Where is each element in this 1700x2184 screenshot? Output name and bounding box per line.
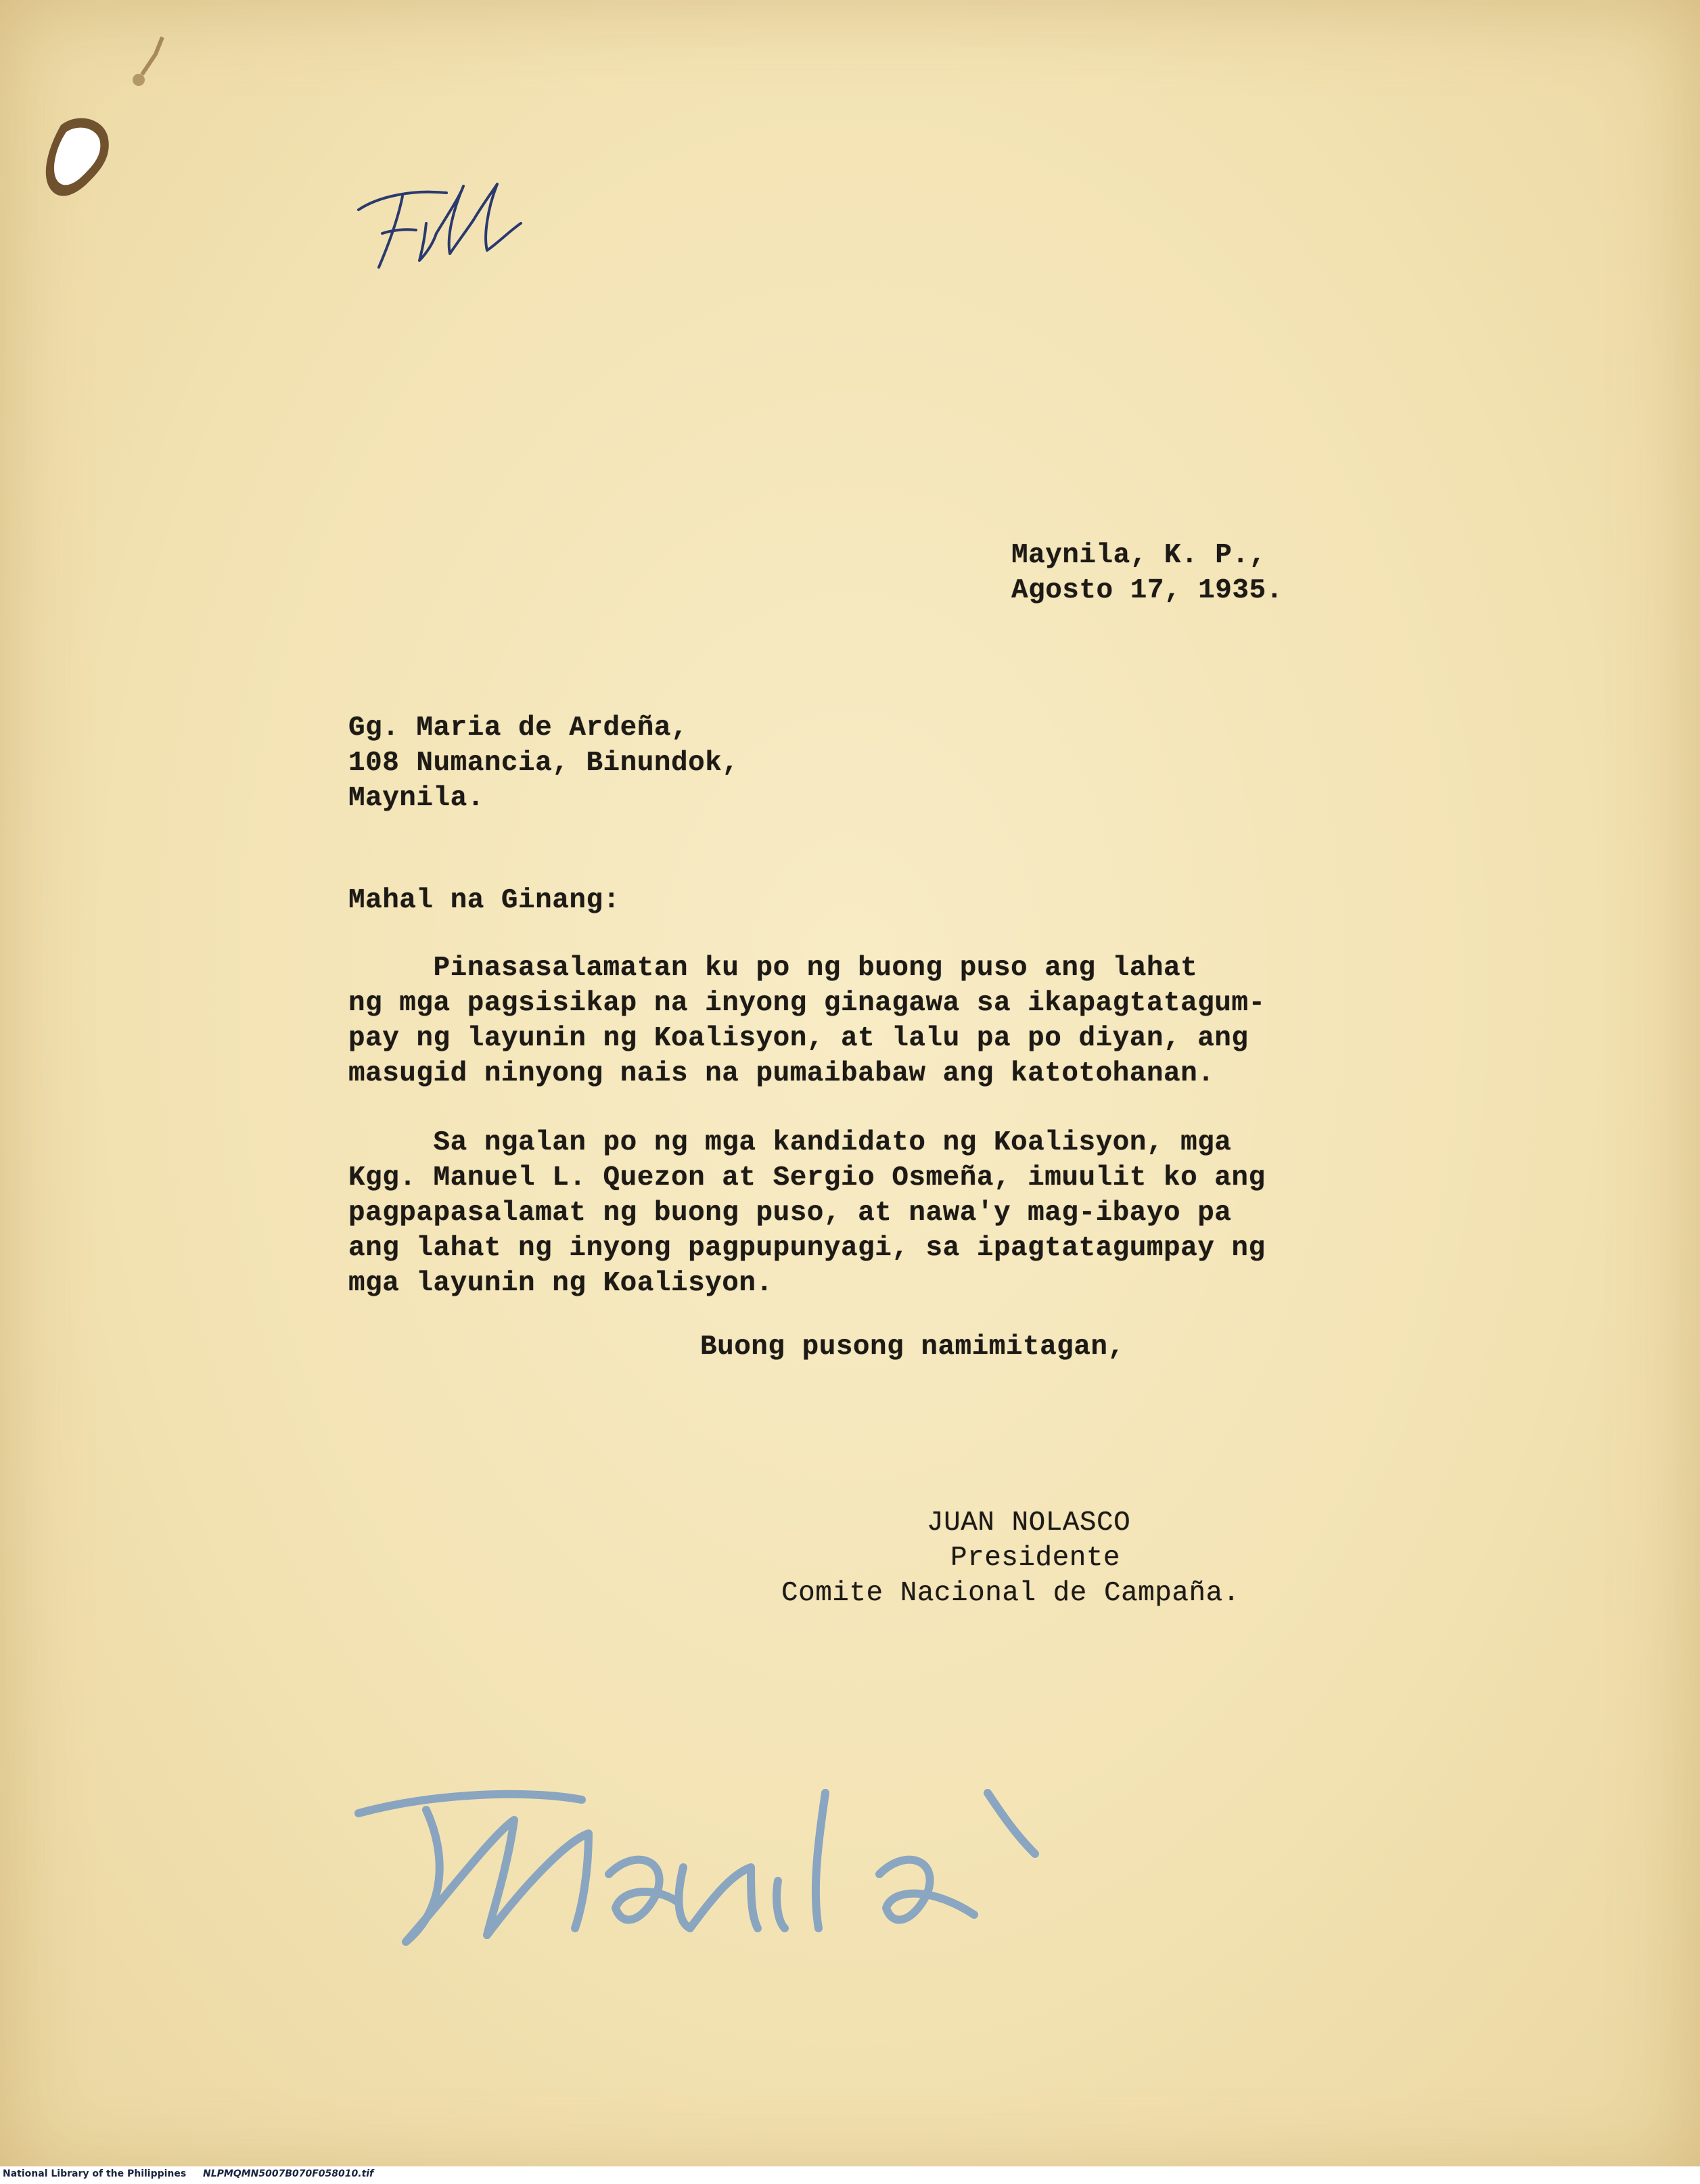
paragraph-1-line-1: Pinasasalamatan ku po ng buong puso ang lahat [348,953,1198,984]
signatory-organization: Comite Nacional de Campaña. [781,1578,1240,1609]
handwritten-file-note [352,176,541,277]
closing: Buong pusong namimitagan, [700,1332,1125,1363]
paragraph-2-line-1: Sa ngalan po ng mga kandidato ng Koalisyon, mga [348,1127,1232,1158]
burn-hole-icon [41,108,115,210]
footer-institution: National Library of the Philippines [3,2168,187,2179]
paragraph-1-line-4: masugid ninyong nais na pumaibabaw ang katotohanan. [348,1058,1215,1089]
signatory-name: JUAN NOLASCO [927,1507,1131,1539]
footer-file-id: NLPMQMN5007B070F058010.tif [203,2168,374,2179]
file-note-text: File [352,176,353,177]
handwritten-manila-note [352,1773,1082,1976]
signatory-title: Presidente [950,1543,1121,1574]
recipient-city: Maynila. [348,783,484,814]
scan-footer [0,2166,1700,2184]
paragraph-2-line-4: ang lahat ng inyong pagpupunyagi, sa ipagtatagumpay ng [348,1233,1266,1264]
salutation: Mahal na Ginang: [348,885,620,916]
paragraph-2-line-2: Kgg. Manuel L. Quezon at Sergio Osmeña, imuulit ko ang [348,1162,1266,1193]
recipient-street: 108 Numancia, Binundok, [348,748,739,779]
paragraph-1-line-3: pay ng layunin ng Koalisyon, at lalu pa po diyan, ang [348,1023,1249,1054]
paragraph-1-line-2: ng mga pagsisikap na inyong ginagawa sa ikapagtatagum- [348,988,1266,1019]
paragraph-2-line-5: mga layunin ng Koalisyon. [348,1268,773,1299]
letter-place: Maynila, K. P., [1011,540,1266,571]
paragraph-2-line-3: pagpapasalamat ng buong puso, at nawa'y mag-ibayo pa [348,1198,1232,1229]
paper-stain-icon [115,27,183,95]
recipient-name: Gg. Maria de Ardeña, [348,712,689,744]
letter-date: Agosto 17, 1935. [1011,575,1283,606]
